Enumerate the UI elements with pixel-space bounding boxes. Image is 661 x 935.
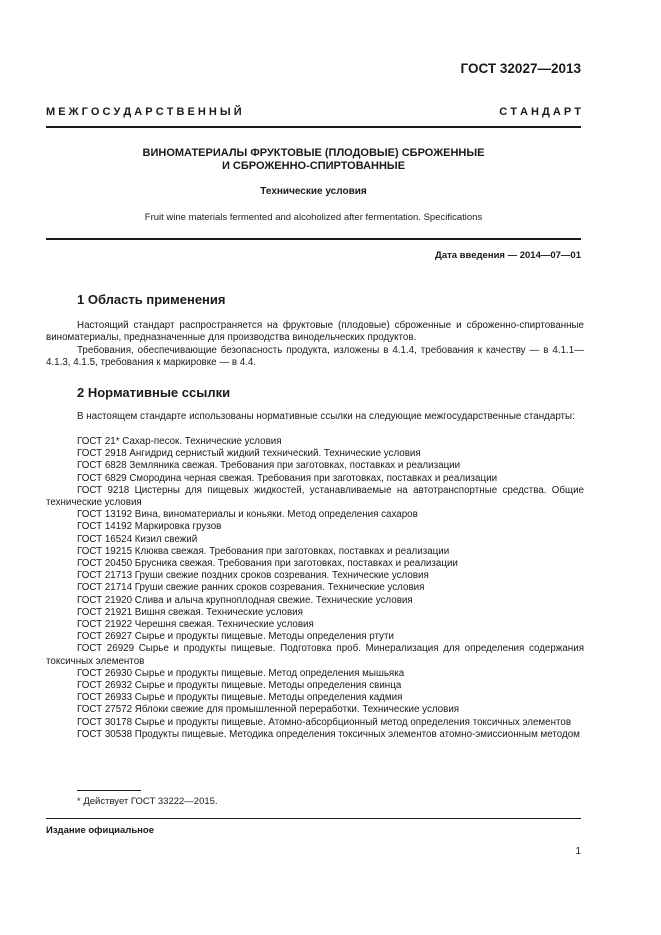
reference-item: ГОСТ 26930 Сырье и продукты пищевые. Метод определения мышьяка bbox=[77, 667, 405, 679]
reference-item: ГОСТ 6828 Земляника свежая. Требования при заготовках, поставках и реализации bbox=[77, 460, 461, 472]
section-1-heading: 1 Область применения bbox=[77, 292, 226, 307]
reference-item: ГОСТ 30178 Сырье и продукты пищевые. Атомно-абсорбционный метод определения токсичных элементов bbox=[77, 716, 572, 728]
reference-item: ГОСТ 26933 Сырье и продукты пищевые. Методы определения кадмия bbox=[77, 692, 403, 704]
reference-item: ГОСТ 30538 Продукты пищевые. Методика определения токсичных элементов атомно-эмиссионным методом bbox=[77, 728, 580, 740]
reference-item: ГОСТ 26932 Сырье и продукты пищевые. Методы определения свинца bbox=[77, 680, 402, 692]
reference-item: ГОСТ 13192 Вина, виноматериалы и коньяки. Метод определения сахаров bbox=[77, 509, 418, 521]
interstate-word: М Е Ж Г О С У Д А Р С Т В Е Н Н Ы Й bbox=[46, 106, 242, 118]
document-number: ГОСТ 32027—2013 bbox=[460, 61, 581, 76]
reference-item: ГОСТ 2918 Ангидрид сернистый жидкий технический. Технические условия bbox=[77, 448, 421, 460]
official-edition-rule bbox=[46, 818, 581, 819]
reference-item: ГОСТ 21713 Груши свежие поздних сроков созревания. Технические условия bbox=[77, 570, 429, 582]
reference-item: ГОСТ 26929 Сырье и продукты пищевые. Подготовка проб. Минерализация для определения содержания токсичных элементов bbox=[46, 643, 584, 667]
section-1-paragraph-1: Настоящий стандарт распространяется на фруктовые (плодовые) сброженные и сброженно-спиртованные виноматериалы, предназначенные для производства винодельческих продуктов. bbox=[46, 320, 584, 343]
reference-item: ГОСТ 21714 Груши свежие ранних сроков созревания. Технические условия bbox=[77, 582, 425, 594]
interstate-standard-banner bbox=[46, 106, 581, 118]
title-line-1: ВИНОМАТЕРИАЛЫ ФРУКТОВЫЕ (ПЛОДОВЫЕ) СБРОЖЕННЫЕ bbox=[142, 147, 485, 159]
title-rule bbox=[46, 238, 581, 240]
normative-references-list bbox=[46, 436, 584, 741]
reference-item: ГОСТ 21922 Черешня свежая. Технические условия bbox=[77, 619, 314, 631]
section-2-heading: 2 Нормативные ссылки bbox=[77, 385, 231, 400]
page-number: 1 bbox=[575, 846, 581, 857]
reference-item: ГОСТ 26927 Сырье и продукты пищевые. Методы определения ртути bbox=[77, 631, 394, 643]
english-title: Fruit wine materials fermented and alcoholized after fermentation. Specifications bbox=[144, 212, 483, 223]
reference-item: ГОСТ 19215 Клюква свежая. Требования при заготовках, поставках и реализации bbox=[77, 545, 450, 557]
reference-item: ГОСТ 14192 Маркировка грузов bbox=[77, 521, 222, 533]
reference-item: ГОСТ 16524 Кизил свежий bbox=[77, 533, 198, 545]
reference-item: ГОСТ 21920 Слива и алыча крупноплодная свежие. Технические условия bbox=[77, 594, 413, 606]
standard-word: С Т А Н Д А Р Т bbox=[499, 106, 581, 118]
section-2-intro: В настоящем стандарте использованы нормативные ссылки на следующие межгосударственные стандарты: bbox=[77, 411, 575, 422]
document-title bbox=[46, 147, 581, 173]
title-line-2: И СБРОЖЕННО-СПИРТОВАННЫЕ bbox=[221, 160, 406, 172]
reference-item: ГОСТ 27572 Яблоки свежие для промышленной переработки. Технические условия bbox=[77, 704, 460, 716]
reference-item: ГОСТ 6829 Смородина черная свежая. Требования при заготовках, поставках и реализации bbox=[77, 472, 498, 484]
footnote: * Действует ГОСТ 33222—2015. bbox=[77, 796, 218, 807]
footnote-rule bbox=[77, 790, 141, 791]
reference-item: ГОСТ 21* Сахар-песок. Технические условия bbox=[77, 436, 282, 447]
official-edition-label: Издание официальное bbox=[46, 825, 154, 836]
section-1-paragraph-2: Требования, обеспечивающие безопасность продукта, изложены в 4.1.4, требования к качеству — в 4.1.1—4.1.3, 4.1.5, требования к маркировке — в 4.4. bbox=[46, 345, 584, 368]
top-rule bbox=[46, 126, 581, 128]
reference-item: ГОСТ 9218 Цистерны для пищевых жидкостей, устанавливаемые на автотранспортные средства. Общие технические условия bbox=[46, 484, 584, 509]
reference-item: ГОСТ 20450 Брусника свежая. Требования при заготовках, поставках и реализации bbox=[77, 558, 458, 570]
introduction-date: Дата введения — 2014—07—01 bbox=[435, 250, 581, 261]
reference-item: ГОСТ 21921 Вишня свежая. Технические условия bbox=[77, 606, 303, 618]
document-subtitle: Технические условия bbox=[260, 186, 367, 197]
